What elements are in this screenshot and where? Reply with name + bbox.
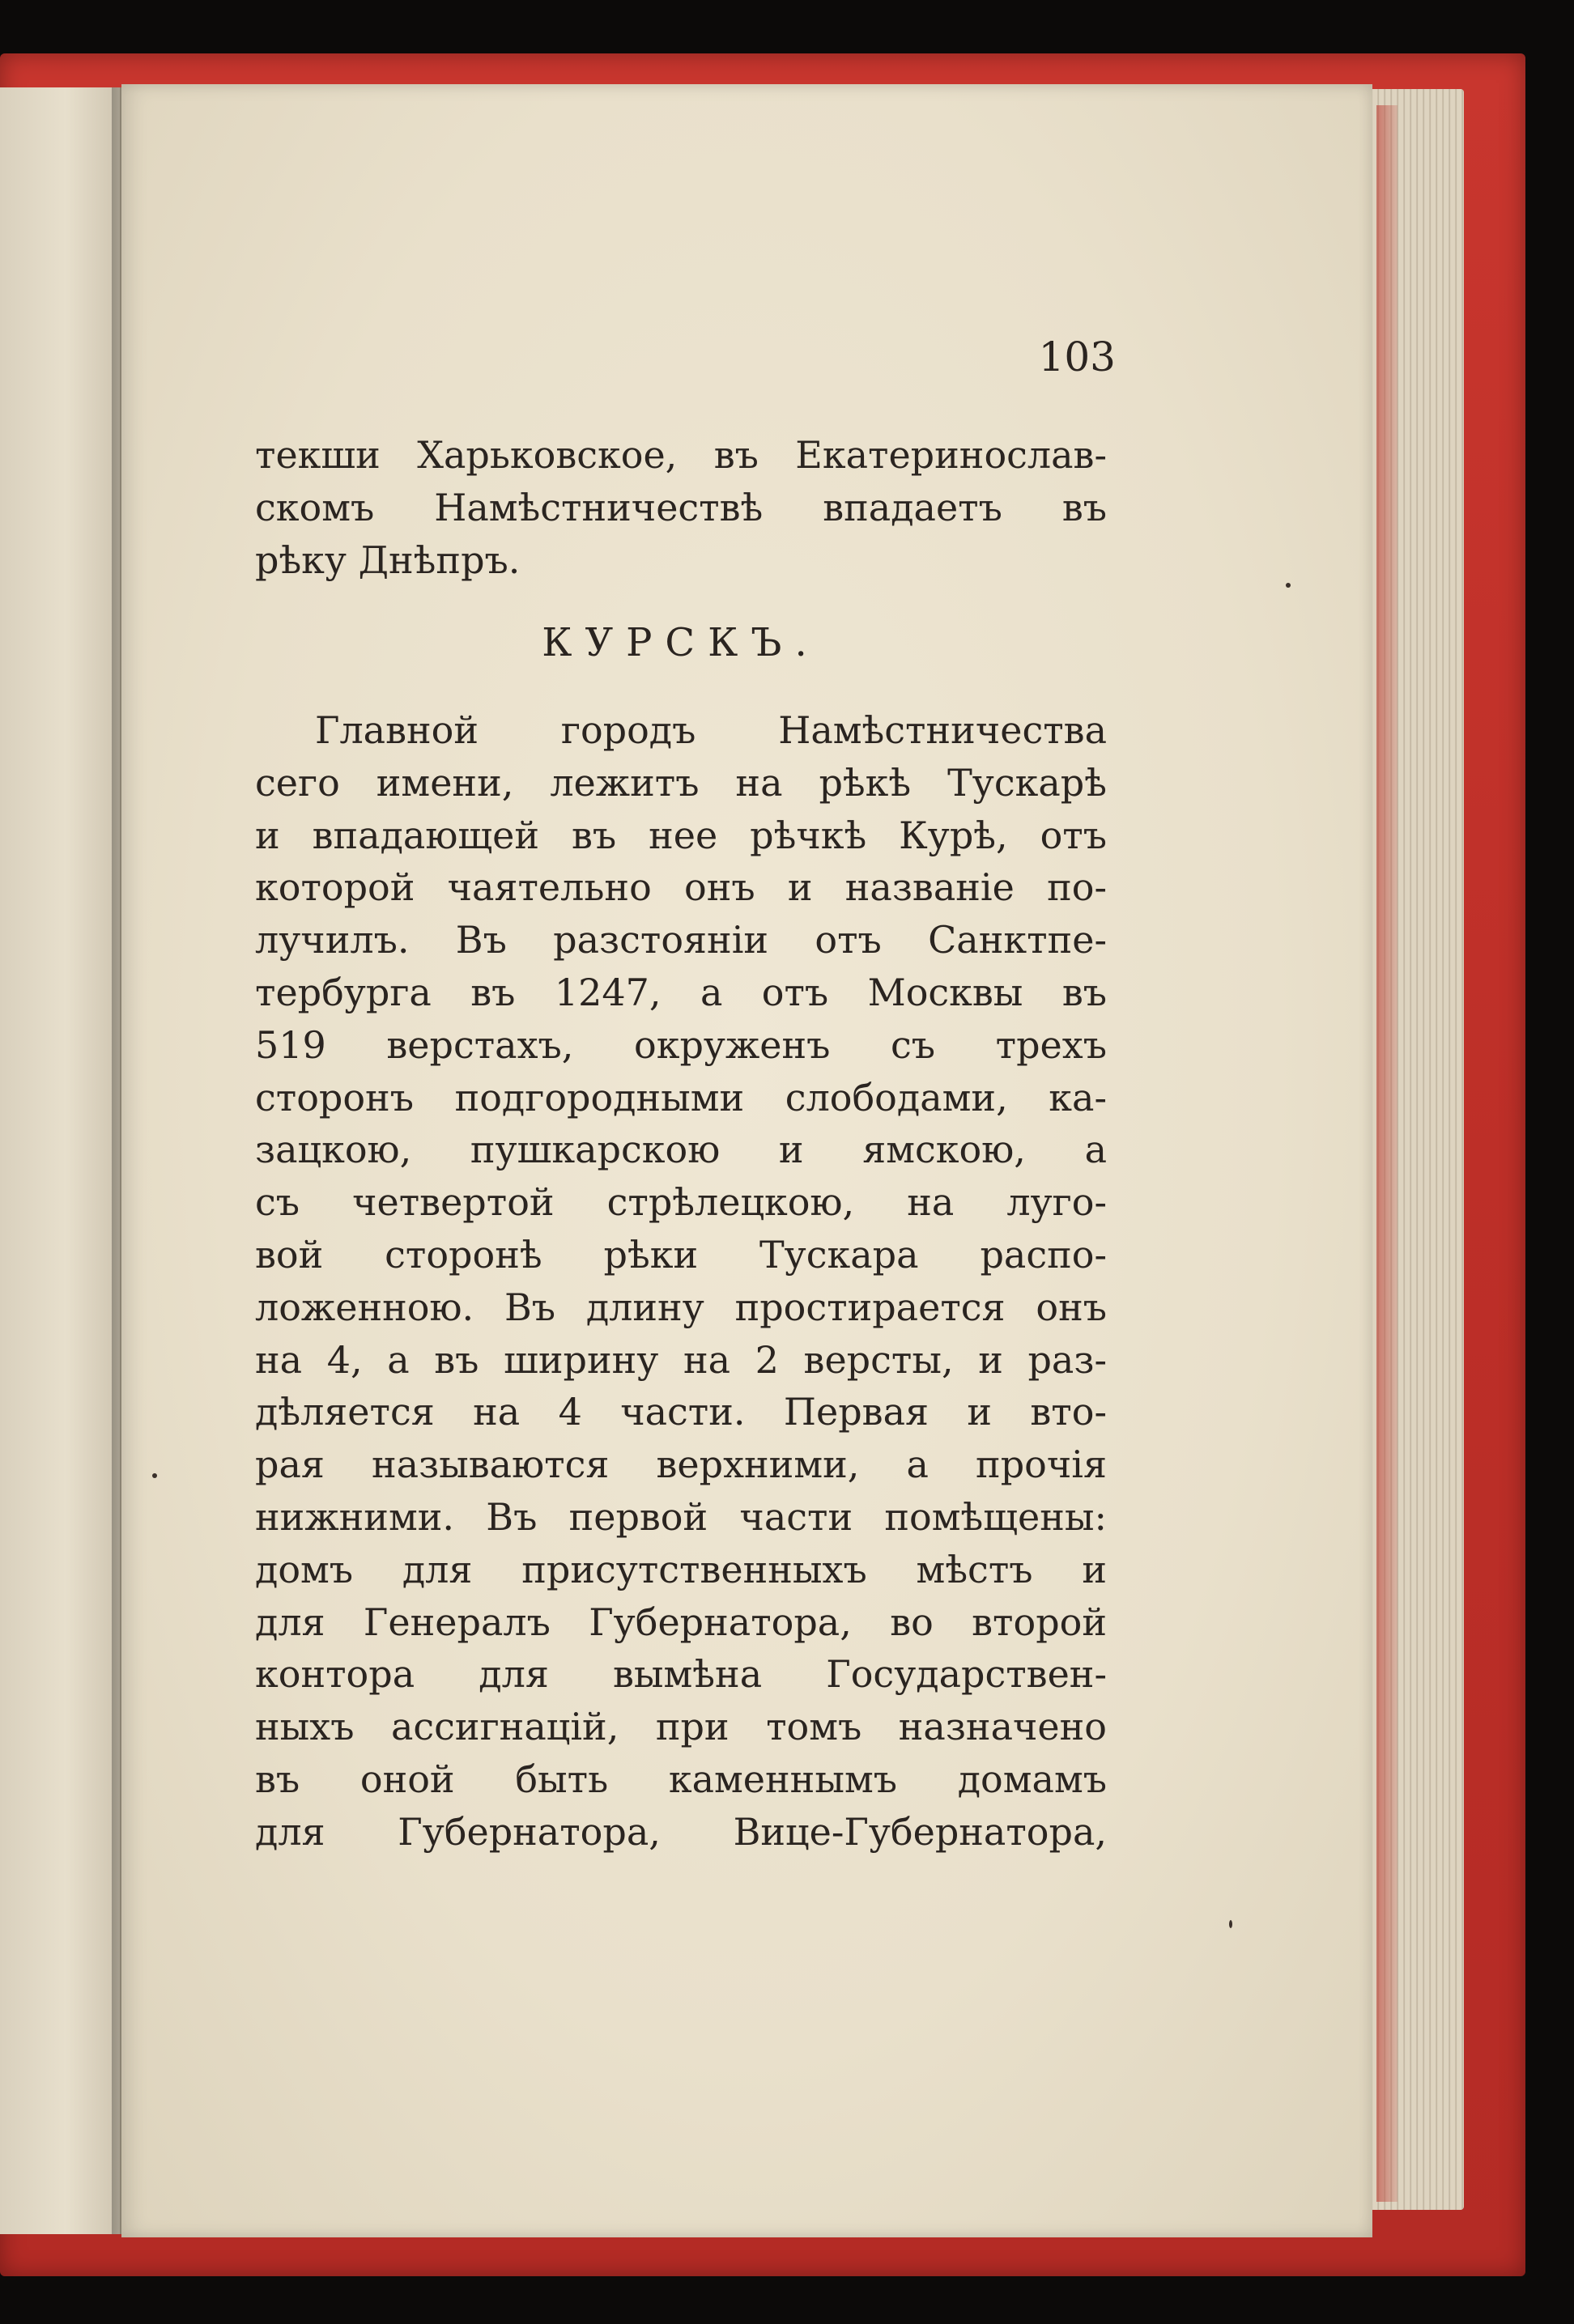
text-line: рѣку Днѣпръ. (255, 537, 521, 582)
text-line: контора для вымѣна Государствен- (255, 1652, 1107, 1697)
text-line: на 4, а въ ширину на 2 версты, и раз- (255, 1337, 1107, 1382)
text-line: 519 верстахъ, окруженъ съ трехъ (255, 1022, 1107, 1067)
page-number: 103 (1038, 334, 1116, 380)
text-line: для Губернатора, Вице-Губернатора, (255, 1809, 1107, 1854)
text-line: тербурга въ 1247, а отъ Москвы въ (255, 970, 1107, 1014)
left-page (0, 87, 121, 2234)
text-line: вой сторонѣ рѣки Тускара распо- (255, 1232, 1107, 1277)
paper-speck (1286, 583, 1291, 588)
text-line: рая называются верхними, а прочія (255, 1442, 1107, 1487)
text-line: зацкою, пушкарскою и ямскою, а (255, 1128, 1107, 1172)
text-line: ныхъ ассигнацій, при томъ назначено (255, 1705, 1107, 1749)
text-line: сторонъ подгородными слободами, ка- (255, 1075, 1107, 1120)
intro-text (255, 429, 1107, 586)
text-line: скомъ Намѣстничествѣ впадаетъ въ (255, 485, 1107, 529)
body-text (255, 704, 1107, 1859)
text-line: текши Харьковское, въ Екатеринослав- (255, 433, 1107, 477)
text-line: сего имени, лежитъ на рѣкѣ Тускарѣ (255, 760, 1107, 805)
text-line: ложенною. Въ длину простирается онъ (255, 1285, 1107, 1329)
text-line: домъ для присутственныхъ мѣстъ и (255, 1547, 1107, 1591)
text-line: съ четвертой стрѣлецкою, на луго- (255, 1180, 1107, 1225)
paper-speck (1229, 1920, 1232, 1928)
paper-speck (152, 1473, 157, 1478)
text-line: дѣляется на 4 части. Первая и вто- (255, 1390, 1107, 1434)
text-line: въ оной быть каменнымъ домамъ (255, 1757, 1107, 1801)
text-line: для Генералъ Губернатора, во второй (255, 1600, 1107, 1644)
text-line: нижними. Въ первой части помѣщены: (255, 1494, 1107, 1539)
text-line: Главной городъ Намѣстничества (315, 708, 1107, 752)
text-line: и впадающей въ нее рѣчкѣ Курѣ, отъ (255, 813, 1107, 857)
section-heading: КУРСКЪ. (542, 620, 820, 665)
text-line: которой чаятельно онъ и названіе по- (255, 865, 1107, 910)
text-line: лучилъ. Въ разстояніи отъ Санктпе- (255, 918, 1107, 962)
page-edge-tint (1376, 105, 1397, 2202)
